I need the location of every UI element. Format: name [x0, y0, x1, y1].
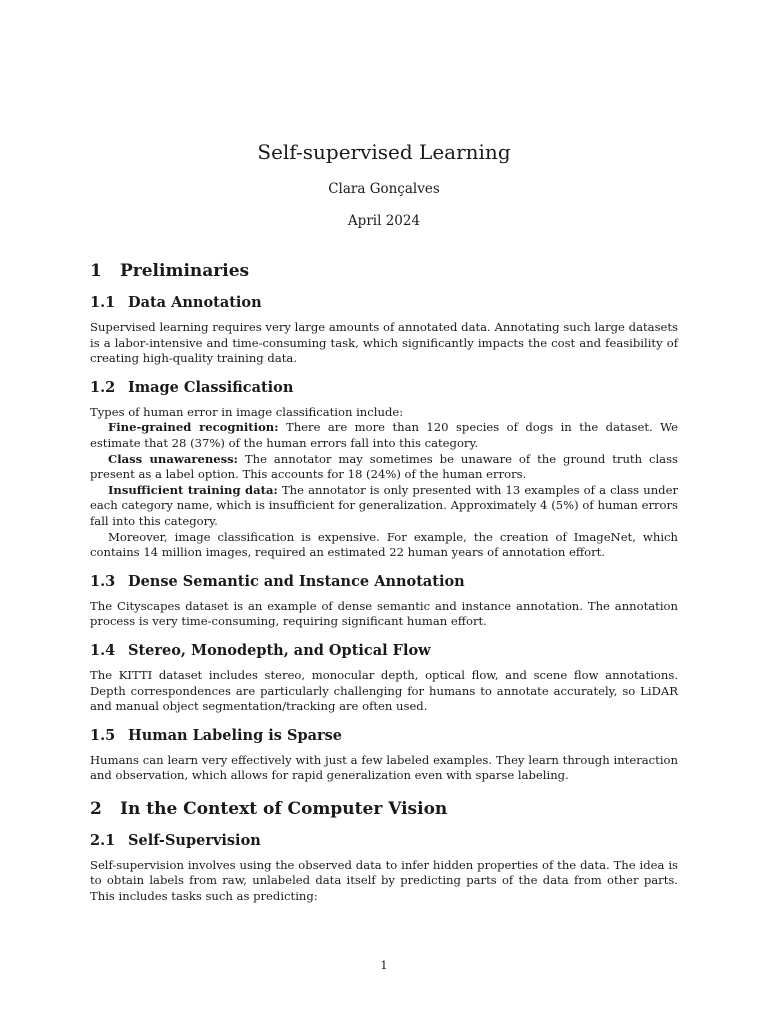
subsection-number: 1.4: [90, 641, 116, 659]
subsection-heading: [90, 377, 678, 399]
section-number: 1: [90, 261, 102, 281]
page-number: 1: [380, 958, 388, 972]
subsection-title: Data Annotation: [128, 294, 262, 311]
subsection-title: Dense Semantic and Instance Annotation: [128, 572, 465, 590]
subsection-heading: [90, 571, 678, 593]
section-number: 2: [90, 798, 102, 819]
subsection-number: 1.1: [90, 294, 116, 311]
document-author: Clara Gonçalves: [328, 181, 440, 197]
document-body: [90, 258, 678, 905]
paragraph: Self-supervision involves using the observed data to infer hidden properties of the data. The idea is to obtain labels from raw, unlabeled data itself by predicting parts of the data from other parts. This includes tasks such as predicting:: [90, 857, 678, 904]
paragraph: Moreover, image classification is expensive. For example, the creation of ImageNet, which contains 14 million images, required an estimated 22 human years of annotation effort.: [90, 529, 678, 560]
subsection-title: Human Labeling is Sparse: [128, 726, 343, 744]
section-heading: [90, 796, 678, 822]
subsection-heading: [90, 830, 678, 852]
document-title: Self-supervised Learning: [257, 140, 511, 164]
error-type-text: The annotator may sometimes be unaware of the ground truth class present as a label option. This accounts for 18 (24%) of the human errors.: [90, 451, 678, 482]
section-title: In the Context of Computer Vision: [120, 798, 448, 819]
subsection-title: Image Classification: [128, 378, 294, 396]
error-type-paragraph: [90, 420, 678, 451]
paragraph: The KITTI dataset includes stereo, monocular depth, optical flow, and scene flow annotations. Depth correspondences are particularly challenging for humans to annotate accurately, so LiDAR and manual object segmentation/tracking are often used.: [90, 667, 678, 714]
error-type-term: Class unawareness:: [108, 451, 238, 466]
section-title: Preliminaries: [120, 261, 250, 281]
error-type-term: Fine-grained recognition:: [108, 420, 279, 435]
subsection-heading: [90, 292, 678, 314]
error-type-text: There are more than 120 species of dogs in the dataset. We estimate that 28 (37%) of the human errors fall into this category.: [90, 420, 678, 450]
paragraph: Types of human error in image classification include:: [90, 404, 404, 419]
subsection-heading: [90, 640, 678, 662]
subsection-number: 1.2: [90, 378, 116, 396]
subsection-number: 1.3: [90, 572, 116, 590]
document-date: April 2024: [347, 213, 421, 229]
title-block: [90, 138, 678, 230]
paragraph: The Cityscapes dataset is an example of dense semantic and instance annotation. The annotation process is very time-consuming, requiring significant human effort.: [90, 598, 678, 629]
subsection-number: 1.5: [90, 726, 116, 744]
section-heading: [90, 258, 678, 284]
error-type-paragraph: [90, 452, 678, 483]
subsection-number: 2.1: [90, 831, 116, 849]
error-type-paragraph: [90, 483, 678, 530]
subsection-heading: [90, 725, 678, 747]
paragraph: Supervised learning requires very large amounts of annotated data. Annotating such large datasets is a labor-intensive and time-consuming task, which significantly impacts the cost and feasibility of creating high-quality training data.: [90, 320, 678, 366]
subsection-title: Self-Supervision: [128, 831, 261, 849]
subsection-title: Stereo, Monodepth, and Optical Flow: [128, 641, 431, 659]
error-type-text: The annotator is only presented with 13 examples of a class under each category name, which is insufficient for generalization. Approximately 4 (5%) of human errors fall into this category.: [90, 482, 678, 528]
error-type-term: Insufficient training data:: [108, 482, 278, 497]
document-page: [90, 0, 678, 1024]
paragraph: Humans can learn very effectively with just a few labeled examples. They learn through interaction and observation, which allows for rapid generalization even with sparse labeling.: [90, 752, 678, 783]
